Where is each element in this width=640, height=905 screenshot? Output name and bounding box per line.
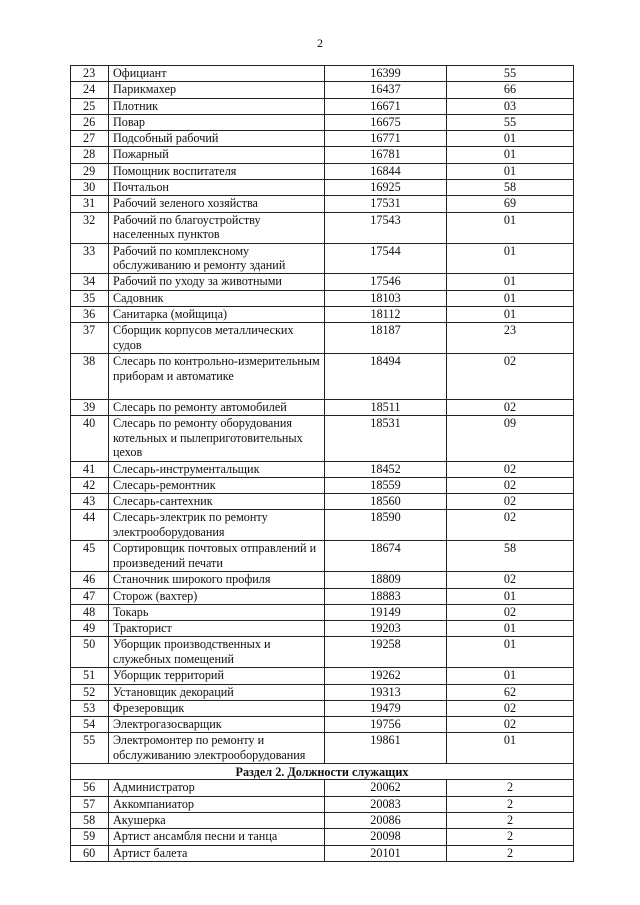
table-row bbox=[71, 845, 574, 861]
position-code: 16771 bbox=[325, 131, 447, 147]
position-name: Слесарь по контрольно-измерительным приборам и автоматике bbox=[109, 354, 325, 400]
table-row bbox=[71, 621, 574, 637]
category-code: 2 bbox=[447, 829, 574, 845]
position-code: 16671 bbox=[325, 98, 447, 114]
section-1-body bbox=[71, 66, 574, 764]
position-name: Станочник широкого профиля bbox=[109, 572, 325, 588]
table-row bbox=[71, 733, 574, 764]
category-code: 2 bbox=[447, 845, 574, 861]
position-code: 18590 bbox=[325, 510, 447, 541]
table-row bbox=[71, 510, 574, 541]
page-number: 2 bbox=[317, 36, 323, 50]
position-name: Официант bbox=[109, 66, 325, 82]
row-number: 53 bbox=[71, 700, 109, 716]
table-row bbox=[71, 147, 574, 163]
position-code: 17543 bbox=[325, 212, 447, 243]
row-number: 34 bbox=[71, 274, 109, 290]
position-code: 19313 bbox=[325, 684, 447, 700]
category-code: 01 bbox=[447, 307, 574, 323]
row-number: 31 bbox=[71, 196, 109, 212]
position-name: Артист ансамбля песни и танца bbox=[109, 829, 325, 845]
table-row bbox=[71, 82, 574, 98]
row-number: 38 bbox=[71, 354, 109, 400]
category-code: 02 bbox=[447, 572, 574, 588]
position-name: Рабочий по благоустройству населенных пунктов bbox=[109, 212, 325, 243]
position-name: Плотник bbox=[109, 98, 325, 114]
position-name: Слесарь по ремонту оборудования котельных и пылеприготовительных цехов bbox=[109, 416, 325, 462]
category-code: 66 bbox=[447, 82, 574, 98]
table-row bbox=[71, 604, 574, 620]
position-name: Слесарь-ремонтник bbox=[109, 477, 325, 493]
row-number: 39 bbox=[71, 399, 109, 415]
row-number: 43 bbox=[71, 494, 109, 510]
table-row bbox=[71, 290, 574, 306]
row-number: 44 bbox=[71, 510, 109, 541]
table-row bbox=[71, 274, 574, 290]
table-row bbox=[71, 243, 574, 274]
category-code: 02 bbox=[447, 604, 574, 620]
table-row bbox=[71, 494, 574, 510]
row-number: 25 bbox=[71, 98, 109, 114]
position-code: 18511 bbox=[325, 399, 447, 415]
category-code: 55 bbox=[447, 114, 574, 130]
table-row bbox=[71, 354, 574, 400]
position-name: Слесарь по ремонту автомобилей bbox=[109, 399, 325, 415]
row-number: 35 bbox=[71, 290, 109, 306]
category-code: 2 bbox=[447, 796, 574, 812]
category-code: 01 bbox=[447, 621, 574, 637]
position-name: Почтальон bbox=[109, 180, 325, 196]
position-name: Повар bbox=[109, 114, 325, 130]
category-code: 62 bbox=[447, 684, 574, 700]
position-name: Фрезеровщик bbox=[109, 700, 325, 716]
position-name: Артист балета bbox=[109, 845, 325, 861]
position-code: 20062 bbox=[325, 780, 447, 796]
category-code: 02 bbox=[447, 354, 574, 400]
position-name: Сортировщик почтовых отправлений и произведений печати bbox=[109, 541, 325, 572]
row-number: 54 bbox=[71, 717, 109, 733]
position-code: 18883 bbox=[325, 588, 447, 604]
row-number: 40 bbox=[71, 416, 109, 462]
table-row bbox=[71, 416, 574, 462]
position-code: 18187 bbox=[325, 323, 447, 354]
position-name: Рабочий зеленого хозяйства bbox=[109, 196, 325, 212]
table-row bbox=[71, 637, 574, 668]
row-number: 37 bbox=[71, 323, 109, 354]
position-code: 20083 bbox=[325, 796, 447, 812]
table-row bbox=[71, 588, 574, 604]
section-2-body bbox=[71, 780, 574, 861]
category-code: 01 bbox=[447, 290, 574, 306]
row-number: 52 bbox=[71, 684, 109, 700]
position-name: Токарь bbox=[109, 604, 325, 620]
position-code: 19258 bbox=[325, 637, 447, 668]
section-2-title: Раздел 2. Должности служащих bbox=[71, 764, 574, 780]
category-code: 02 bbox=[447, 510, 574, 541]
category-code: 01 bbox=[447, 588, 574, 604]
table-row bbox=[71, 684, 574, 700]
category-code: 09 bbox=[447, 416, 574, 462]
row-number: 41 bbox=[71, 461, 109, 477]
row-number: 56 bbox=[71, 780, 109, 796]
position-name: Сборщик корпусов металлических судов bbox=[109, 323, 325, 354]
category-code: 01 bbox=[447, 243, 574, 274]
position-name: Рабочий по комплексному обслуживанию и ремонту зданий bbox=[109, 243, 325, 274]
category-code: 02 bbox=[447, 494, 574, 510]
position-code: 18559 bbox=[325, 477, 447, 493]
row-number: 49 bbox=[71, 621, 109, 637]
position-name: Слесарь-инструментальщик bbox=[109, 461, 325, 477]
category-code: 01 bbox=[447, 212, 574, 243]
position-code: 19479 bbox=[325, 700, 447, 716]
position-name: Акушерка bbox=[109, 812, 325, 828]
table-row bbox=[71, 796, 574, 812]
row-number: 28 bbox=[71, 147, 109, 163]
position-name: Санитарка (мойщица) bbox=[109, 307, 325, 323]
position-name: Администратор bbox=[109, 780, 325, 796]
position-name: Пожарный bbox=[109, 147, 325, 163]
table-row bbox=[71, 66, 574, 82]
row-number: 30 bbox=[71, 180, 109, 196]
position-code: 18494 bbox=[325, 354, 447, 400]
row-number: 60 bbox=[71, 845, 109, 861]
position-code: 17531 bbox=[325, 196, 447, 212]
position-code: 18103 bbox=[325, 290, 447, 306]
position-code: 16399 bbox=[325, 66, 447, 82]
table-row bbox=[71, 668, 574, 684]
category-code: 2 bbox=[447, 812, 574, 828]
professions-table bbox=[70, 65, 574, 862]
position-code: 17544 bbox=[325, 243, 447, 274]
category-code: 02 bbox=[447, 399, 574, 415]
position-code: 18452 bbox=[325, 461, 447, 477]
table-row bbox=[71, 212, 574, 243]
category-code: 01 bbox=[447, 163, 574, 179]
position-code: 16925 bbox=[325, 180, 447, 196]
position-code: 16437 bbox=[325, 82, 447, 98]
position-name: Установщик декораций bbox=[109, 684, 325, 700]
category-code: 01 bbox=[447, 147, 574, 163]
position-name: Аккомпаниатор bbox=[109, 796, 325, 812]
position-code: 19203 bbox=[325, 621, 447, 637]
category-code: 02 bbox=[447, 477, 574, 493]
category-code: 02 bbox=[447, 717, 574, 733]
position-code: 18560 bbox=[325, 494, 447, 510]
row-number: 48 bbox=[71, 604, 109, 620]
row-number: 55 bbox=[71, 733, 109, 764]
table-row bbox=[71, 717, 574, 733]
table-row bbox=[71, 307, 574, 323]
row-number: 46 bbox=[71, 572, 109, 588]
table-row bbox=[71, 196, 574, 212]
position-name: Подсобный рабочий bbox=[109, 131, 325, 147]
row-number: 32 bbox=[71, 212, 109, 243]
position-code: 20101 bbox=[325, 845, 447, 861]
table-row bbox=[71, 461, 574, 477]
position-code: 17546 bbox=[325, 274, 447, 290]
position-name: Помощник воспитателя bbox=[109, 163, 325, 179]
row-number: 33 bbox=[71, 243, 109, 274]
category-code: 02 bbox=[447, 461, 574, 477]
position-name: Тракторист bbox=[109, 621, 325, 637]
position-code: 16844 bbox=[325, 163, 447, 179]
row-number: 59 bbox=[71, 829, 109, 845]
category-code: 69 bbox=[447, 196, 574, 212]
table-row bbox=[71, 114, 574, 130]
table-row bbox=[71, 399, 574, 415]
table-row bbox=[71, 700, 574, 716]
position-code: 19262 bbox=[325, 668, 447, 684]
position-code: 18531 bbox=[325, 416, 447, 462]
table-row bbox=[71, 323, 574, 354]
position-code: 20098 bbox=[325, 829, 447, 845]
table-row bbox=[71, 180, 574, 196]
position-name: Рабочий по уходу за животными bbox=[109, 274, 325, 290]
row-number: 47 bbox=[71, 588, 109, 604]
table-row bbox=[71, 572, 574, 588]
position-code: 18674 bbox=[325, 541, 447, 572]
table-row bbox=[71, 163, 574, 179]
row-number: 36 bbox=[71, 307, 109, 323]
position-code: 18809 bbox=[325, 572, 447, 588]
category-code: 01 bbox=[447, 637, 574, 668]
table-row bbox=[71, 541, 574, 572]
position-name: Уборщик производственных и служебных помещений bbox=[109, 637, 325, 668]
table-row bbox=[71, 780, 574, 796]
position-code: 19756 bbox=[325, 717, 447, 733]
section-2-header-row bbox=[71, 764, 574, 780]
row-number: 23 bbox=[71, 66, 109, 82]
table-row bbox=[71, 477, 574, 493]
row-number: 57 bbox=[71, 796, 109, 812]
category-code: 01 bbox=[447, 274, 574, 290]
position-code: 19149 bbox=[325, 604, 447, 620]
position-name: Электрогазосварщик bbox=[109, 717, 325, 733]
position-name: Электромонтер по ремонту и обслуживанию электрооборудования bbox=[109, 733, 325, 764]
position-name: Парикмахер bbox=[109, 82, 325, 98]
position-name: Сторож (вахтер) bbox=[109, 588, 325, 604]
row-number: 27 bbox=[71, 131, 109, 147]
row-number: 58 bbox=[71, 812, 109, 828]
category-code: 55 bbox=[447, 66, 574, 82]
row-number: 26 bbox=[71, 114, 109, 130]
category-code: 03 bbox=[447, 98, 574, 114]
row-number: 45 bbox=[71, 541, 109, 572]
table-row bbox=[71, 98, 574, 114]
position-code: 16675 bbox=[325, 114, 447, 130]
position-code: 18112 bbox=[325, 307, 447, 323]
category-code: 23 bbox=[447, 323, 574, 354]
row-number: 24 bbox=[71, 82, 109, 98]
position-name: Слесарь-электрик по ремонту электрооборудования bbox=[109, 510, 325, 541]
table-row bbox=[71, 131, 574, 147]
category-code: 58 bbox=[447, 541, 574, 572]
position-code: 20086 bbox=[325, 812, 447, 828]
table-row bbox=[71, 829, 574, 845]
row-number: 51 bbox=[71, 668, 109, 684]
position-name: Слесарь-сантехник bbox=[109, 494, 325, 510]
category-code: 2 bbox=[447, 780, 574, 796]
position-code: 19861 bbox=[325, 733, 447, 764]
category-code: 01 bbox=[447, 733, 574, 764]
row-number: 42 bbox=[71, 477, 109, 493]
category-code: 01 bbox=[447, 131, 574, 147]
row-number: 50 bbox=[71, 637, 109, 668]
position-name: Садовник bbox=[109, 290, 325, 306]
section-2-header bbox=[71, 764, 574, 780]
category-code: 58 bbox=[447, 180, 574, 196]
table-row bbox=[71, 812, 574, 828]
position-name: Уборщик территорий bbox=[109, 668, 325, 684]
position-code: 16781 bbox=[325, 147, 447, 163]
category-code: 01 bbox=[447, 668, 574, 684]
row-number: 29 bbox=[71, 163, 109, 179]
category-code: 02 bbox=[447, 700, 574, 716]
